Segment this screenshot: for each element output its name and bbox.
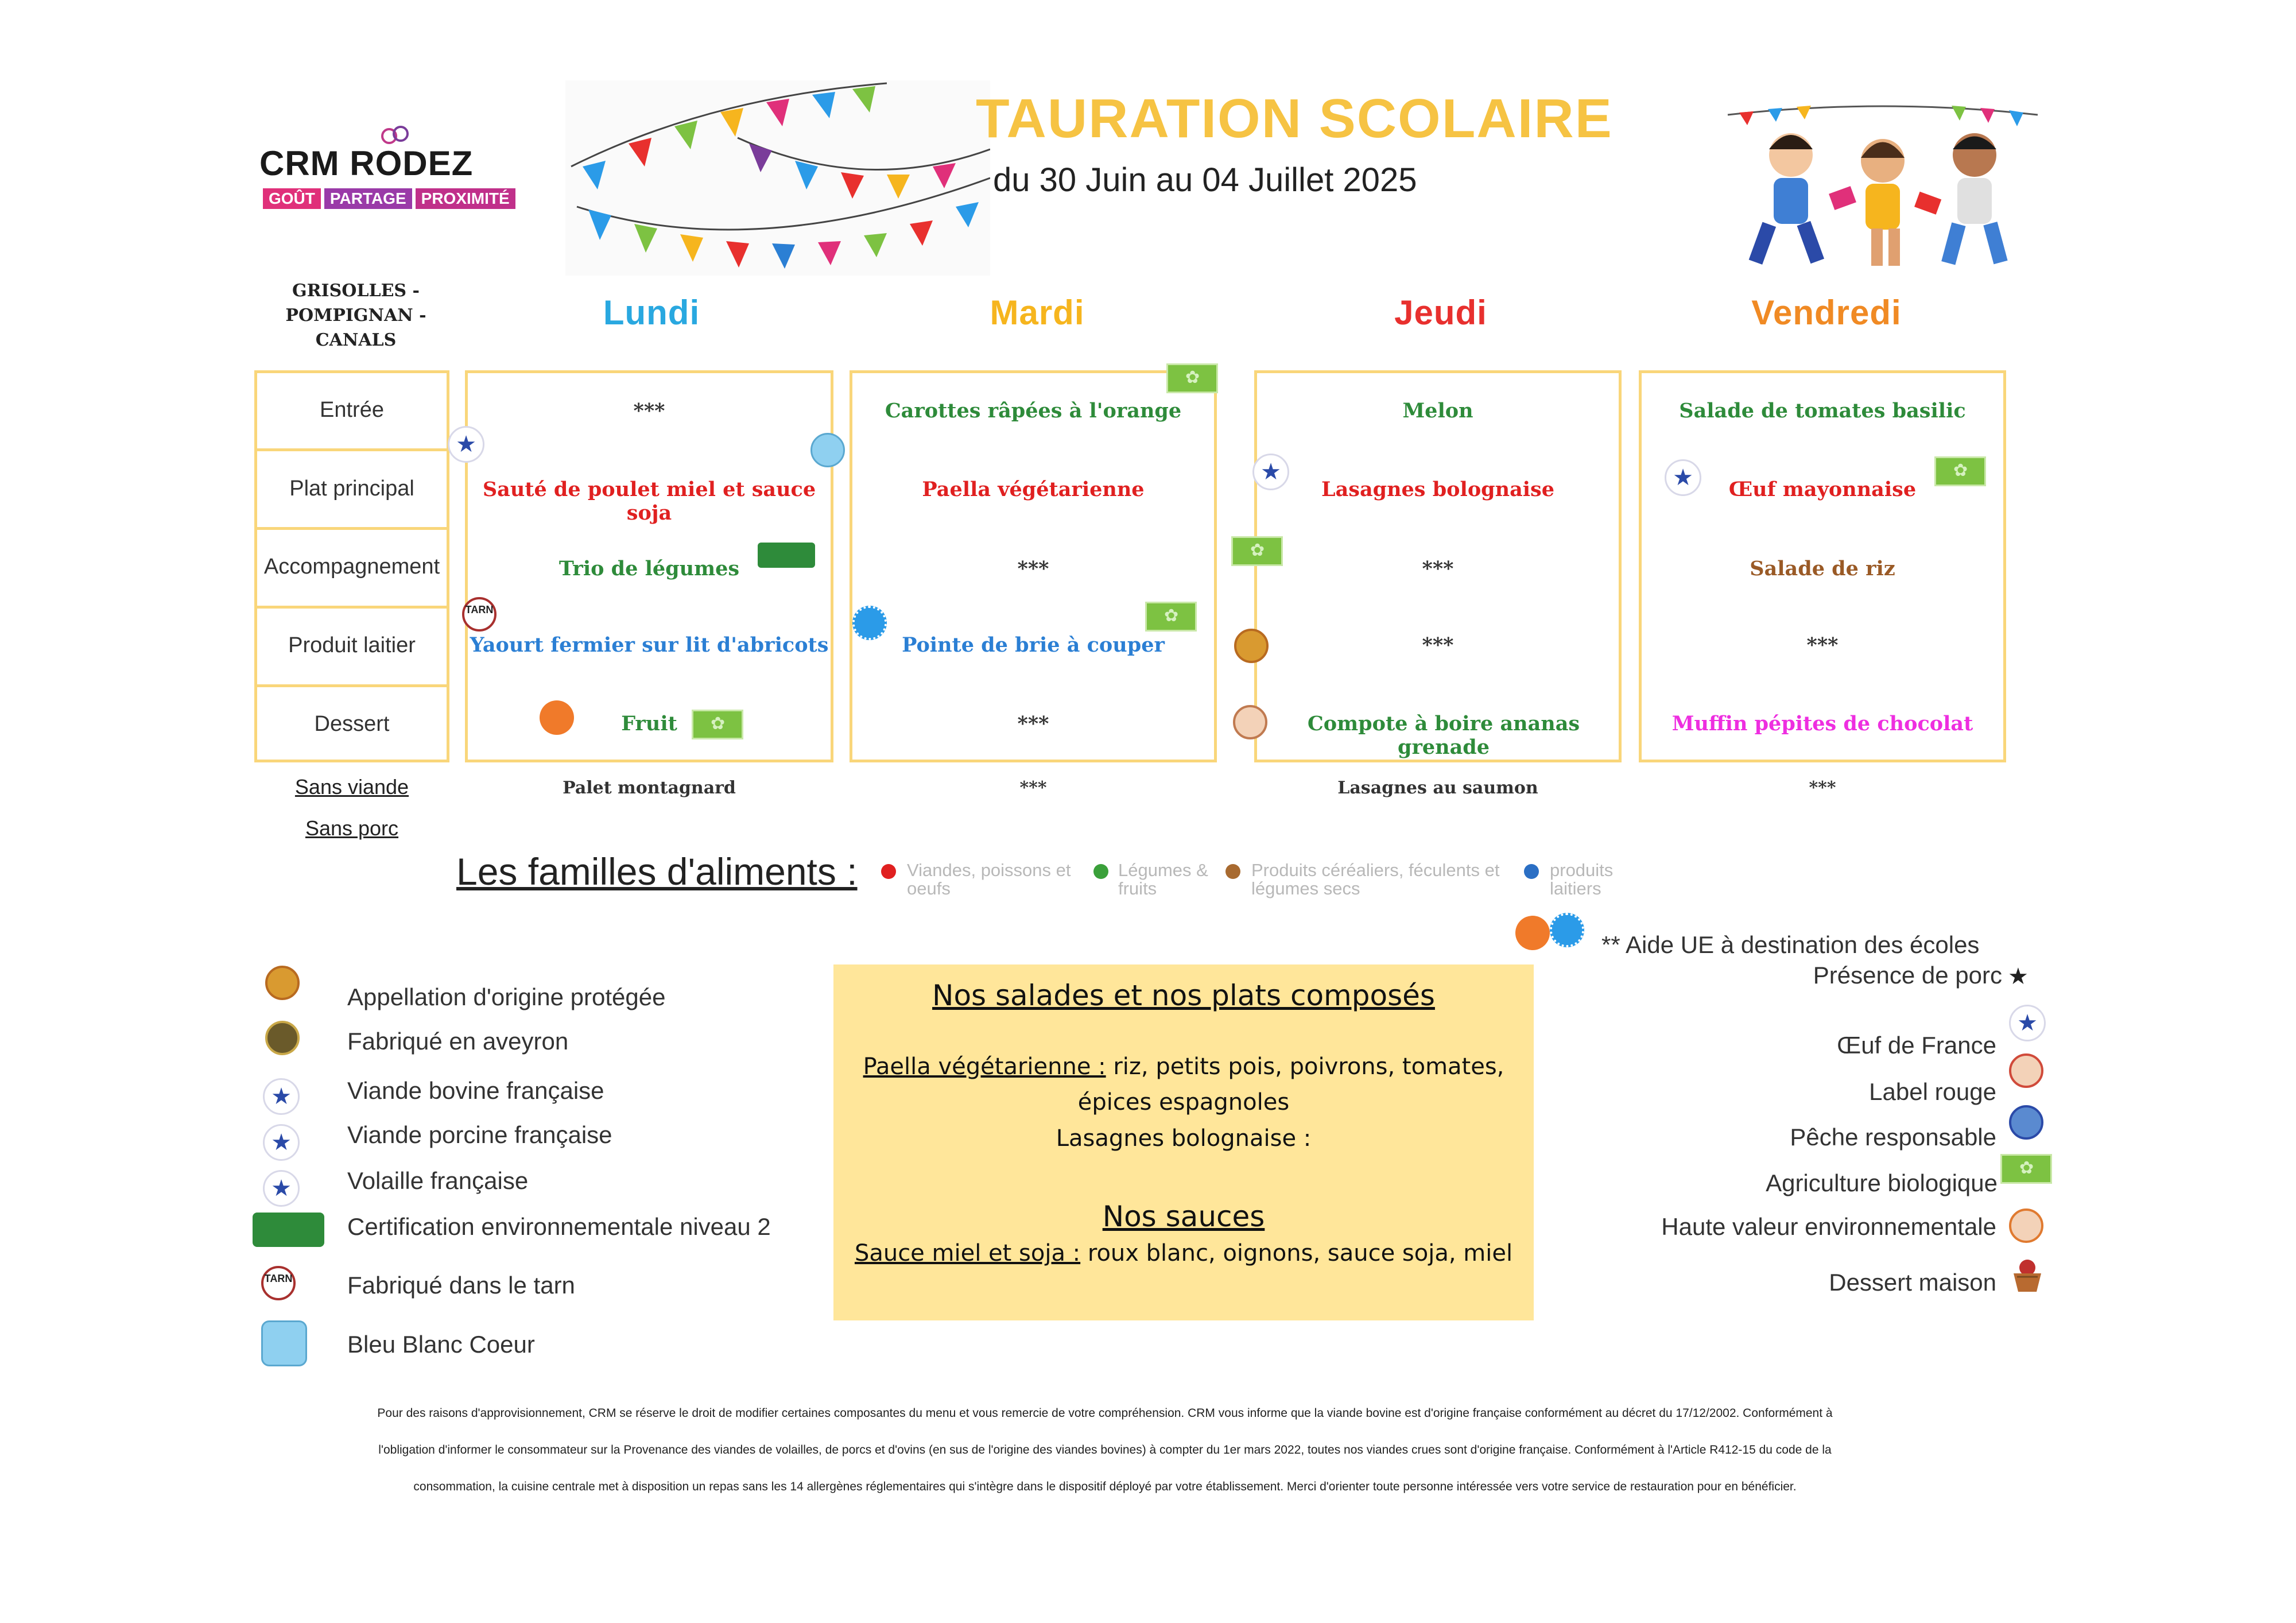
lundi-laitier: Yaourt fermier sur lit d'abricots [470,633,829,657]
lundi-accompagnement: Trio de légumes [559,557,740,580]
info-paella-label: Paella végétarienne : [863,1053,1106,1080]
site-line-1: GRISOLLES - [292,281,420,301]
category-laitier: Produit laitier [288,633,416,657]
viande-porcine-icon: ★ [263,1124,300,1161]
day-lundi: Lundi [603,293,700,332]
category-divider [254,606,449,609]
sans-viande-jeudi: Lasagnes au saumon [1337,778,1538,798]
info-paella-text2: épices espagnoles [1077,1089,1290,1115]
brand-tag-gout: GOÛT [263,188,321,209]
info-sauce-label: Sauce miel et soja : [854,1240,1081,1266]
school-site [281,278,430,353]
hve-icon [2009,1208,2043,1243]
legend-dessert-maison: Dessert maison [1829,1269,1996,1296]
jeudi-plat: Lasagnes bolognaise [1321,478,1555,501]
aop-icon [265,966,300,1000]
legend-aop: Appellation d'origine protégée [347,983,666,1010]
info-lasagnes: Lasagnes bolognaise : [1056,1125,1312,1152]
mardi-plat: Paella végétarienne [922,478,1145,501]
legend-aide-ue: ** Aide UE à destination des écoles [1601,931,1980,958]
menu-dates: du 30 Juin au 04 Juillet 2025 [993,161,1417,199]
vendredi-accompagnement: Salade de riz [1750,557,1895,580]
fabrique-tarn-icon: TARN [462,597,497,632]
sans-porc-label: Sans porc [305,816,399,840]
page-title: TAURATION SCOLAIRE [976,88,1613,149]
legend-bio: Agriculture biologique [1766,1169,1998,1196]
family-dot-cereales [1225,864,1240,879]
family-dot-legumes [1093,864,1108,879]
info-title-sauces: Nos sauces [1102,1200,1265,1233]
category-entree: Entrée [320,398,384,422]
legend-aveyron: Fabriqué en aveyron [347,1028,569,1055]
legend-peche: Pêche responsable [1790,1124,1996,1151]
legend-porcine: Viande porcine française [347,1121,612,1148]
family-laitiers: produits laitiers [1550,860,1614,898]
bleu-blanc-coeur-icon [810,433,845,467]
aide-ue-ecoles-icon [852,606,887,640]
legend-tarn: Fabriqué dans le tarn [347,1272,575,1299]
sans-viande-vendredi: *** [1809,778,1836,798]
dancing-kids-illustration [1722,92,2043,276]
footnote-line-2: l'obligation d'informer le consommateur sur la Provenance des viandes de volailles, de porcs et d'ovins (en sus de l'origine des viandes bovines) à compter du 1er mars 2022, toutes nos viandes crues sont d'origine française. Conformément à l'Article R412-15 du code de la [378,1443,1832,1457]
bleu-blanc-coeur-icon [261,1320,307,1366]
vendredi-dessert: Muffin pépites de chocolat [1671,712,1973,735]
viande-bovine-icon: ★ [263,1078,300,1115]
aide-ue-fruit-icon [540,700,574,735]
agriculture-bio-icon [1145,602,1197,632]
category-dessert: Dessert [314,712,390,736]
cupcake-icon [2009,1257,2046,1294]
category-divider [254,448,449,451]
day-vendredi: Vendredi [1751,293,1902,332]
mardi-dessert: *** [1017,712,1049,735]
legend-bovine: Viande bovine française [347,1077,604,1104]
legend-cert-env: Certification environnementale niveau 2 [347,1213,771,1240]
label-rouge-icon [2009,1053,2043,1088]
mardi-entree: Carottes râpées à l'orange [885,399,1182,423]
agriculture-bio-icon [1166,363,1218,393]
oeuf-de-france-icon: ★ [1665,459,1701,496]
mardi-laitier: Pointe de brie à couper [902,633,1165,657]
site-line-2: POMPIGNAN - [285,305,426,326]
volaille-icon: ★ [263,1170,300,1207]
legend-volaille: Volaille française [347,1167,529,1194]
family-cereales: Produits céréaliers, féculents et légumes secs [1251,860,1500,898]
footnote [264,1395,1946,1505]
info-sauce [833,1240,1534,1266]
brand-tag-proximite: PROXIMITÉ [416,188,515,209]
hve-certification-icon [253,1213,324,1247]
aide-ue-ecoles-icon [1550,913,1584,947]
agriculture-bio-icon [1934,456,1986,486]
jeudi-laitier: *** [1422,633,1454,657]
jeudi-entree: Melon [1402,399,1473,423]
agriculture-bio-icon [2000,1154,2052,1184]
lundi-plat: Sauté de poulet miel et sauce soja [482,478,816,525]
jeudi-accompagnement: *** [1422,557,1454,580]
category-plat: Plat principal [289,477,414,501]
hve-certification-icon [758,543,815,568]
footnote-line-3: consommation, la cuisine centrale met à disposition un repas sans les 14 allergènes réglementaires qui s'intègre dans le dispositif déployé par votre établissement. Merci d'orienter toute personne intéressée vers votre service de restauration pour en bénéficier. [413,1480,1797,1493]
fabrique-tarn-icon: TARN [261,1266,296,1300]
legend-label-rouge: Label rouge [1869,1078,1996,1105]
viande-bovine-icon: ★ [1252,454,1289,490]
info-paella [833,1053,1534,1080]
vendredi-laitier: *** [1806,633,1839,657]
oeuf-de-france-icon: ★ [2009,1005,2046,1041]
info-sauce-text: roux blanc, oignons, sauce soja, miel [1080,1240,1513,1266]
lundi-dessert: Fruit [621,712,677,735]
sans-viande-label: Sans viande [294,775,409,799]
bunting-decoration [565,80,990,276]
info-title-salades: Nos salades et nos plats composés [932,979,1435,1012]
hve-icon [1233,705,1267,739]
family-dot-viandes [881,864,896,879]
category-accompagnement: Accompagnement [263,555,440,579]
legend-presence-porc: Présence de porc [1813,962,2002,989]
mardi-accompagnement: *** [1017,557,1049,580]
brand-name: CRM RODEZ [259,144,474,183]
peche-responsable-icon [2009,1105,2043,1140]
info-paella-text: riz, petits pois, poivrons, tomates, [1106,1053,1504,1080]
brand-tag-partage: PARTAGE [324,188,412,209]
agriculture-bio-icon [1231,536,1283,566]
day-mardi: Mardi [990,293,1085,332]
aide-ue-fruit-icon [1515,916,1550,950]
fabrique-aveyron-icon [265,1021,300,1055]
legend-bbc: Bleu Blanc Coeur [347,1331,535,1358]
vendredi-plat: Œuf mayonnaise [1728,478,1917,501]
family-dot-laitiers [1524,864,1539,879]
volaille-francaise-icon: ★ [448,426,484,463]
brand-tags [263,188,515,209]
category-divider [254,684,449,687]
family-legumes: Légumes & fruits [1118,860,1208,898]
day-jeudi: Jeudi [1394,293,1487,332]
family-viandes: Viandes, poissons et oeufs [907,860,1071,898]
families-title: Les familles d'aliments : [456,850,858,893]
footnote-line-1: Pour des raisons d'approvisionnement, CRM se réserve le droit de modifier certaines composantes du menu et vous remercie de votre compréhension. CRM vous informe que la viande bovine est d'origine française conformément au décret du 17/12/2002. Conformément à [377,1407,1833,1420]
agriculture-bio-icon [692,710,743,739]
legend-hve: Haute valeur environnementale [1661,1213,1996,1240]
sans-viande-lundi: Palet montagnard [563,778,736,798]
jeudi-dessert: Compote à boire ananas grenade [1307,712,1580,759]
vendredi-entree: Salade de tomates basilic [1679,399,1966,423]
star-icon: ★ [2008,964,2029,989]
lundi-entree: *** [633,399,665,423]
category-divider [254,527,449,530]
site-line-3: CANALS [315,330,397,350]
sans-viande-mardi: *** [1019,778,1047,798]
legend-oeuf: Œuf de France [1837,1032,1996,1059]
aop-icon [1234,629,1269,663]
